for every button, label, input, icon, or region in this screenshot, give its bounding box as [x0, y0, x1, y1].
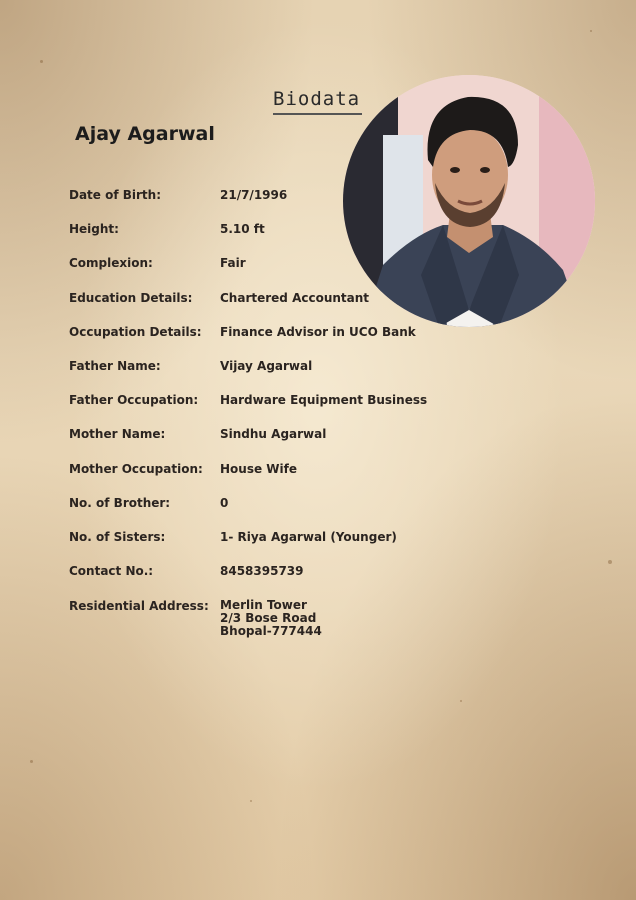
detail-label: Complexion:	[69, 256, 153, 271]
detail-value: Fair	[220, 256, 246, 271]
detail-value: 5.10 ft	[220, 222, 265, 237]
detail-label: Date of Birth:	[69, 188, 162, 202]
detail-value: Finance Advisor in UCO Bank	[220, 324, 416, 339]
paper-speck	[590, 30, 592, 32]
detail-value: 8458395739	[220, 564, 304, 579]
detail-label: Mother Occupation:	[69, 461, 203, 476]
detail-label: Education Details:	[69, 290, 193, 305]
person-name: Ajay Agarwal	[75, 123, 215, 145]
detail-label: Residential Address:	[69, 599, 209, 613]
detail-label: Father Occupation:	[69, 393, 199, 408]
detail-label: Height:	[69, 222, 119, 237]
portrait-illustration	[343, 75, 595, 327]
paper-speck	[460, 700, 462, 702]
detail-label: Contact No.:	[69, 564, 154, 579]
detail-value: Sindhu Agarwal	[220, 427, 327, 442]
paper-speck	[30, 760, 33, 763]
detail-label: Mother Name:	[69, 427, 166, 442]
detail-value: House Wife	[220, 461, 297, 476]
detail-value: 0	[220, 495, 229, 510]
paper-speck	[608, 560, 612, 564]
detail-label: No. of Brother:	[69, 495, 171, 510]
detail-value: 21/7/1996	[220, 188, 288, 202]
detail-value: 1- Riya Agarwal (Younger)	[220, 530, 397, 544]
detail-value: Hardware Equipment Business	[220, 393, 428, 408]
detail-value: Vijay Agarwal	[220, 359, 313, 373]
address-value	[220, 599, 322, 638]
document-title: Biodata	[273, 88, 361, 110]
title-underline	[273, 113, 362, 115]
detail-value: Chartered Accountant	[220, 290, 370, 305]
paper-speck	[40, 60, 43, 63]
paper-speck	[250, 800, 252, 802]
address-line: Merlin Tower	[220, 598, 307, 612]
detail-label: Father Name:	[69, 359, 161, 373]
address-line: 2/3 Bose Road	[220, 611, 317, 625]
detail-label: No. of Sisters:	[69, 530, 166, 544]
detail-label: Occupation Details:	[69, 324, 202, 339]
profile-photo	[343, 75, 595, 327]
address-line: Bhopal-777444	[220, 624, 322, 638]
